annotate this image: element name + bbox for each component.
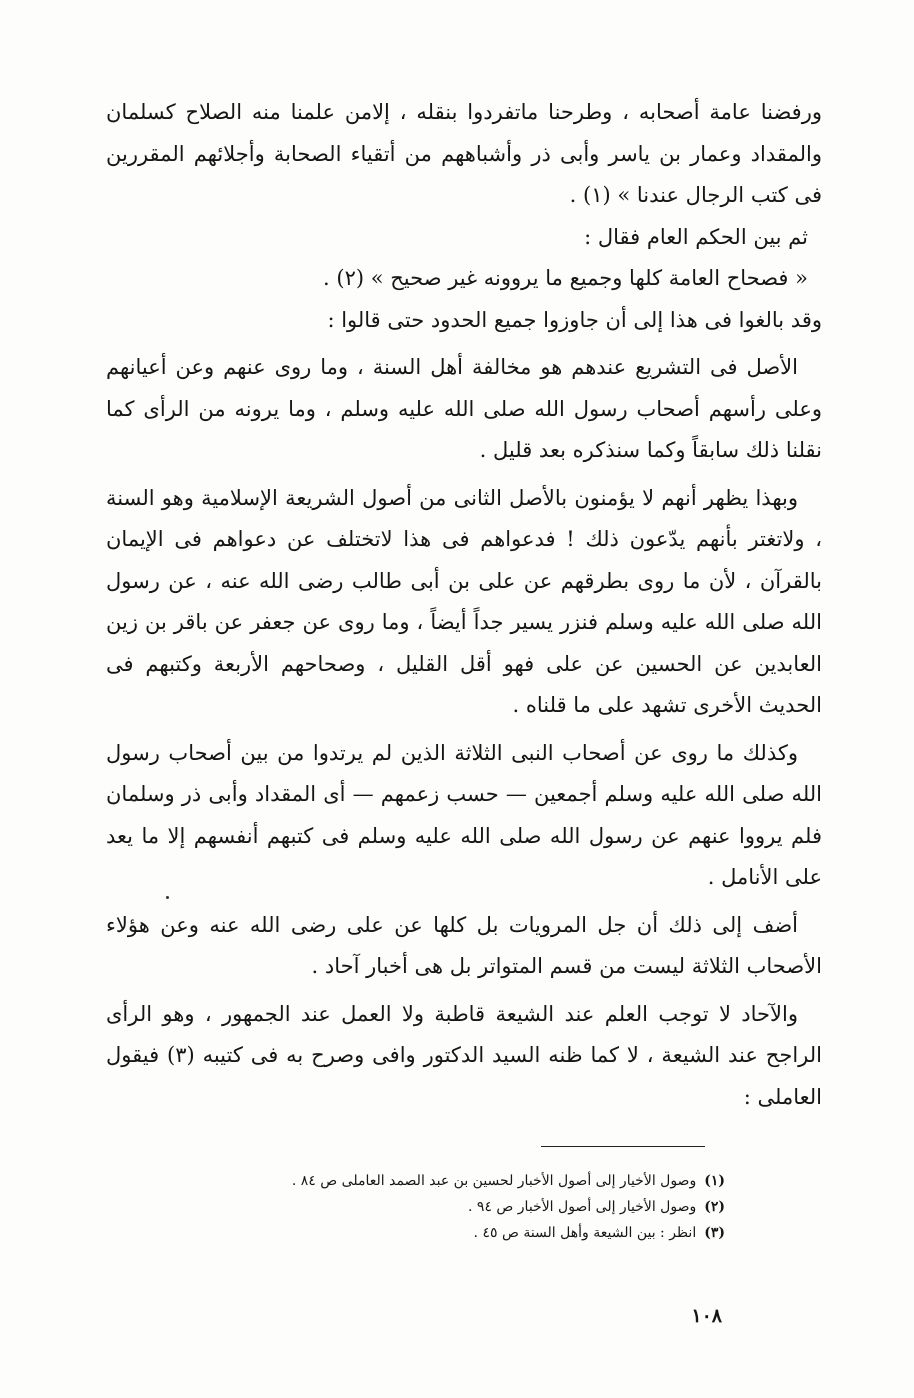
page-number: ١٠٨ [691,1305,722,1327]
paragraph-2: ثم بين الحكم العام فقال : [584,224,808,249]
main-text [106,92,822,1118]
paragraph-4: وقد بالغوا فى هذا إلى أن جاوزوا جميع الحدود حتى قالوا : [327,307,822,332]
footnote-2 [160,1194,725,1220]
footnotes [160,1168,725,1246]
paragraph-9: والآحاد لا توجب العلم عند الشيعة قاطبة ولا العمل عند الجمهور ، وهو الرأى الراجح عند الشيعة ، لا كما ظنه السيد الدكتور وافى وصرح به فى كتيبه (٣) فيقول العاملى : [106,1001,822,1109]
footnote-separator [541,1146,705,1147]
footnote-3 [160,1220,725,1246]
paragraph-5: الأصل فى التشريع عندهم هو مخالفة أهل السنة ، وما روى عنهم وعن أعيانهم وعلى رأسهم أصحاب رسول الله صلى الله عليه وسلم ، وما يرونه من الرأى كما نقلنا ذلك سابقاً وكما سنذكره بعد قليل . [106,355,822,462]
paragraph-8: أضف إلى ذلك أن جل المرويات بل كلها عن على رضى الله عنه وعن هؤلاء الأصحاب الثلاثة ليست من قسم المتواتر بل هى أخبار آحاد . [106,912,822,978]
footnote-text: انظر : بين الشيعة وأهل السنة ص ٤٥ . [473,1225,697,1241]
footnote-number: (٣) [704,1225,725,1241]
paragraph-1: ورفضنا عامة أصحابه ، وطرحنا ماتفردوا بنقله ، إلامن علمنا منه الصلاح كسلمان والمقداد وعمار بن ياسر وأبى ذر وأشباههم من أتقياء الصحابة وأجلائهم المقررين فى كتب الرجال عندنا » (١) . [106,100,822,207]
scan-speck [166,896,169,899]
footnote-number: (٢) [704,1199,725,1215]
footnote-text: وصول الأخيار إلى أصول الأخبار ص ٩٤ . [468,1199,697,1215]
paragraph-3: « فصحاح العامة كلها وجميع ما يروونه غير صحيح » (٢) . [323,266,808,290]
footnote-text: وصول الأخيار إلى أصول الأخبار لحسين بن عبد الصمد العاملى ص ٨٤ . [291,1173,697,1189]
footnote-1 [160,1168,725,1194]
footnote-number: (١) [704,1173,725,1189]
paragraph-7: وكذلك ما روى عن أصحاب النبى الثلاثة الذين لم يرتدوا من بين أصحاب رسول الله صلى الله عليه وسلم أجمعين — حسب زعمهم — أى المقداد وأبى ذر وسلمان فلم يرووا عنهم عن رسول الله صلى الله عليه وسلم فى كتبهم أنفسهم إلا ما يعد على الأنامل . [106,740,822,889]
paragraph-6: وبهذا يظهر أنهم لا يؤمنون بالأصل الثانى من أصول الشريعة الإسلامية وهو السنة ، ولاتغتر بأنهم يدّعون ذلك ! فدعواهم فى هذا لاتختلف عن دعواهم فى الإيمان بالقرآن ، لأن ما روى بطرقهم عن على بن أبى طالب رضى الله عنه ، عن رسول الله صلى الله عليه وسلم فنزر يسير جداً أيضاً ، وما روى عن جعفر عن باقر بن زين العابدين عن الحسين عن على فهو أقل القليل ، وصحاحهم الأربعة وكتبهم فى الحديث الأخرى تشهد على ما قلناه . [106,485,822,717]
